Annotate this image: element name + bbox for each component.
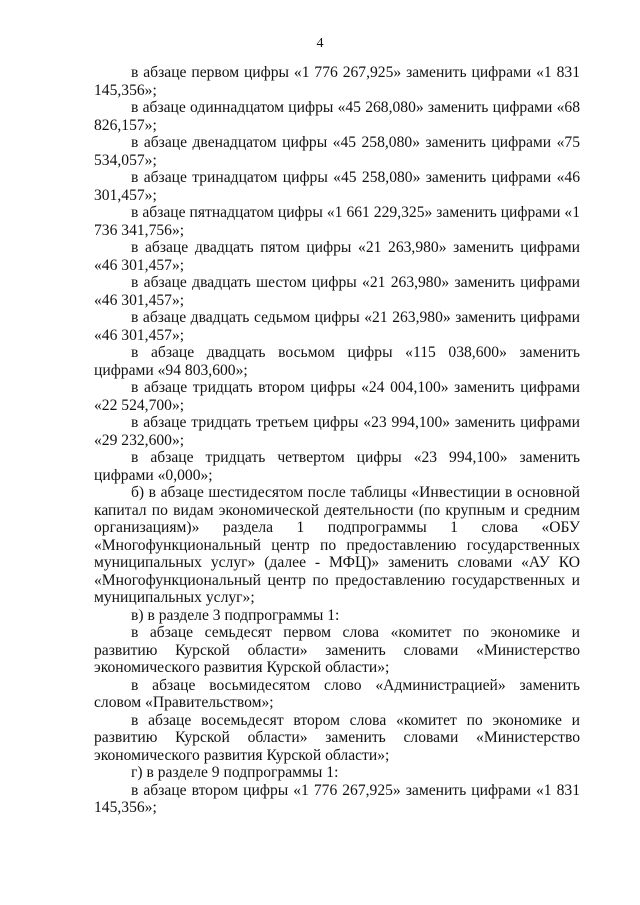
paragraph: в абзаце тридцать четвертом цифры «23 994,100» заменить цифрами «0,000»; bbox=[94, 449, 580, 484]
paragraph: в абзаце тридцать втором цифры «24 004,100» заменить цифрами «22 524,700»; bbox=[94, 379, 580, 414]
paragraph: в абзаце восемьдесят втором слова «комитет по экономике и развитию Курской области» заменить словами «Министерство экономического развития Курской области»; bbox=[94, 711, 580, 764]
paragraph: в абзаце тринадцатом цифры «45 258,080» заменить цифрами «46 301,457»; bbox=[94, 169, 580, 204]
paragraph: в) в разделе 3 подпрограммы 1: bbox=[131, 606, 340, 624]
paragraph: в абзаце втором цифры «1 776 267,925» заменить цифрами «1 831 145,356»; bbox=[94, 781, 580, 816]
paragraph: в абзаце двадцать седьмом цифры «21 263,980» заменить цифрами «46 301,457»; bbox=[94, 309, 580, 344]
paragraph: в абзаце пятнадцатом цифры «1 661 229,325» заменить цифрами «1 736 341,756»; bbox=[94, 204, 580, 239]
paragraph: в абзаце двенадцатом цифры «45 258,080» заменить цифрами «75 534,057»; bbox=[94, 134, 580, 169]
paragraph: в абзаце тридцать третьем цифры «23 994,100» заменить цифрами «29 232,600»; bbox=[94, 414, 580, 449]
paragraph: в абзаце двадцать шестом цифры «21 263,980» заменить цифрами «46 301,457»; bbox=[94, 274, 580, 309]
document-body bbox=[94, 64, 580, 817]
page-number: 4 bbox=[316, 36, 324, 51]
paragraph: г) в разделе 9 подпрограммы 1: bbox=[131, 764, 339, 781]
paragraph: в абзаце первом цифры «1 776 267,925» заменить цифрами «1 831 145,356»; bbox=[94, 64, 580, 99]
paragraph: в абзаце двадцать восьмом цифры «115 038,600» заменить цифрами «94 803,600»; bbox=[94, 344, 580, 379]
paragraph: в абзаце одиннадцатом цифры «45 268,080» заменить цифрами «68 826,157»; bbox=[94, 99, 580, 134]
paragraph: б) в абзаце шестидесятом после таблицы «Инвестиции в основной капитал по видам экономической деятельности (по крупным и средним организациям)» раздела 1 подпрограммы 1 слова «ОБУ «Многофункциональный центр по предоставлению государственных муниципальных услуг» (далее - МФЦ)» заменить словами «АУ КО «Многофункциональный центр по предоставлению государственных и муниципальных услуг»; bbox=[94, 484, 580, 606]
paragraph: в абзаце восьмидесятом слово «Администрацией» заменить словом «Правительством»; bbox=[94, 676, 580, 711]
paragraph: в абзаце семьдесят первом слова «комитет по экономике и развитию Курской области» заменить словами «Министерство экономического развития Курской области»; bbox=[94, 624, 580, 676]
paragraph: в абзаце двадцать пятом цифры «21 263,980» заменить цифрами «46 301,457»; bbox=[94, 239, 580, 274]
